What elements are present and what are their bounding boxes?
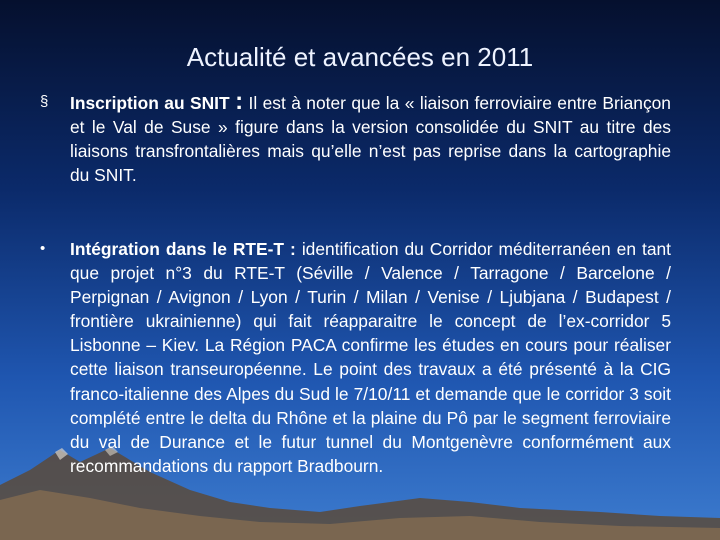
item-text: Il est à noter que la « liaison ferroviaire entre Briançon et le Val de Suse » figure dans la version consolidée du SNIT au titre des liaisons transfrontalières mais qu’elle n’est pas reprise dans la cartographie du SNIT.	[70, 93, 671, 186]
bullet-item-rtet	[40, 237, 671, 478]
round-bullet-icon: •	[40, 240, 46, 257]
item-heading: Intégration dans le RTE-T :	[70, 239, 296, 259]
item-separator: :	[235, 88, 244, 115]
slide-title: Actualité et avancées en 2011	[186, 42, 534, 72]
item-text: identification du Corridor méditerranéen en tant que projet n°3 du RTE-T (Séville / Valence / Tarragone / Barcelone / Perpignan / Avignon / Lyon / Turin / Milan / Venise / Ljubjana / Budapest / frontière ukrainienne) qui fait réapparaitre le concept de l’ex-corridor 5 Lisbonne – Kiev. La Région PACA confirme les études en cours pour réaliser cette liaison transeuropéenne. Le point des travaux a été présenté à la CIG franco-italienne des Alpes du Sud le 7/10/11 et demande que le corridor 3 soit complété entre le delta du Rhône et la plaine du Pô par le segment ferroviaire du val de Durance et le futur tunnel du Montgenèvre conformément aux recommandations du rapport Bradbourn.	[70, 239, 671, 476]
bullet-item-snit	[40, 88, 671, 187]
square-bullet-icon: §	[40, 93, 49, 110]
item-heading: Inscription au SNIT	[70, 93, 230, 113]
